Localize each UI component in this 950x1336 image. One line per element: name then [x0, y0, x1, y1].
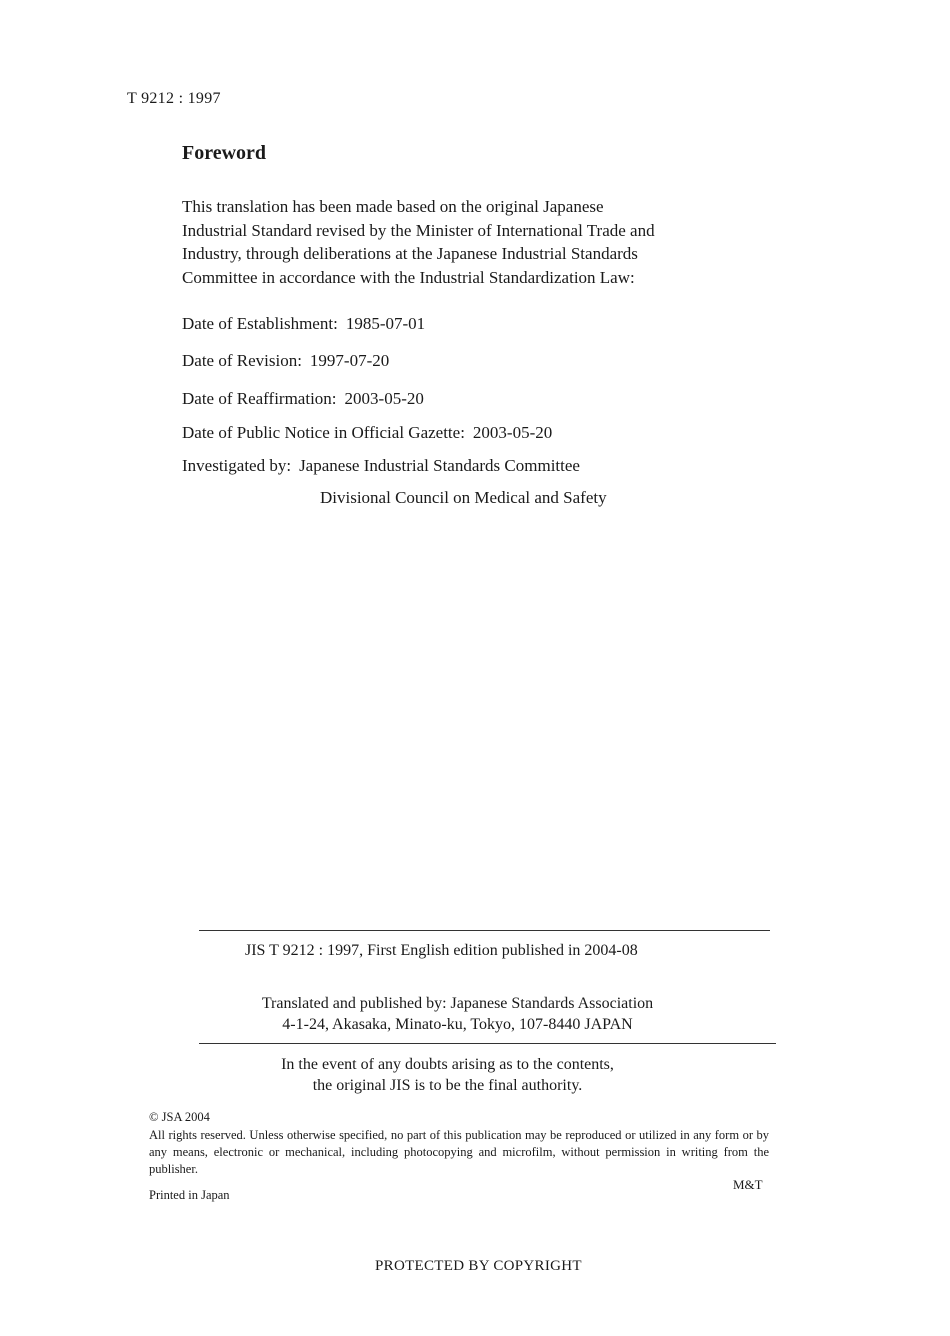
- investigated-by-label: Investigated by:: [182, 456, 292, 475]
- intro-line: Industry, through deliberations at the Japanese Industrial Standards: [182, 244, 638, 263]
- publisher-info: [235, 993, 680, 1035]
- divider-top: [199, 930, 770, 931]
- date-reaffirmation: [182, 389, 424, 409]
- date-revision: [182, 351, 389, 371]
- investigated-by-council: Divisional Council on Medical and Safety: [320, 488, 607, 507]
- document-code: T 9212 : 1997: [127, 90, 221, 107]
- intro-line: This translation has been made based on the original Japanese: [182, 197, 604, 216]
- mt-mark: M&T: [733, 1177, 763, 1192]
- copyright-notice: © JSA 2004: [149, 1110, 210, 1124]
- date-public-notice: [182, 423, 552, 443]
- publisher-address: 4-1-24, Akasaka, Minato-ku, Tokyo, 107-8440 JAPAN: [282, 1016, 633, 1033]
- authority-line: the original JIS is to be the final authority.: [312, 1077, 583, 1094]
- intro-line: Industrial Standard revised by the Minister of International Trade and: [182, 220, 655, 240]
- intro-paragraph: [182, 195, 802, 289]
- edition-info: JIS T 9212 : 1997, First English edition published in 2004-08: [245, 942, 638, 959]
- authority-note: [255, 1054, 640, 1096]
- page-title: Foreword: [182, 142, 267, 164]
- date-reaffirmation-label: Date of Reaffirmation:: [182, 389, 337, 408]
- printed-in: Printed in Japan: [149, 1188, 230, 1202]
- investigated-by-value: Japanese Industrial Standards Committee: [299, 456, 580, 475]
- authority-line: In the event of any doubts arising as to the contents,: [281, 1056, 614, 1073]
- publisher-line: Translated and published by: Japanese Standards Association: [261, 995, 654, 1012]
- date-reaffirmation-value: 2003-05-20: [344, 389, 424, 408]
- divider-bottom: [199, 1043, 776, 1044]
- investigated-by: [182, 456, 580, 476]
- date-establishment-value: 1985-07-01: [345, 314, 426, 333]
- date-establishment: [182, 314, 425, 334]
- protected-footer: PROTECTED BY COPYRIGHT: [375, 1258, 582, 1274]
- date-establishment-label: Date of Establishment:: [182, 314, 338, 333]
- date-public-notice-value: 2003-05-20: [472, 423, 553, 442]
- date-revision-label: Date of Revision:: [182, 351, 302, 370]
- date-revision-value: 1997-07-20: [309, 351, 390, 370]
- rights-statement: All rights reserved. Unless otherwise specified, no part of this publication may be reproduced or utilized in any form or by any means, electronic or mechanical, including photocopying and microfilm, without permission in writing from the publisher.: [149, 1128, 769, 1176]
- date-public-notice-label: Date of Public Notice in Official Gazette:: [182, 423, 465, 442]
- intro-line: Committee in accordance with the Industrial Standardization Law:: [182, 267, 635, 287]
